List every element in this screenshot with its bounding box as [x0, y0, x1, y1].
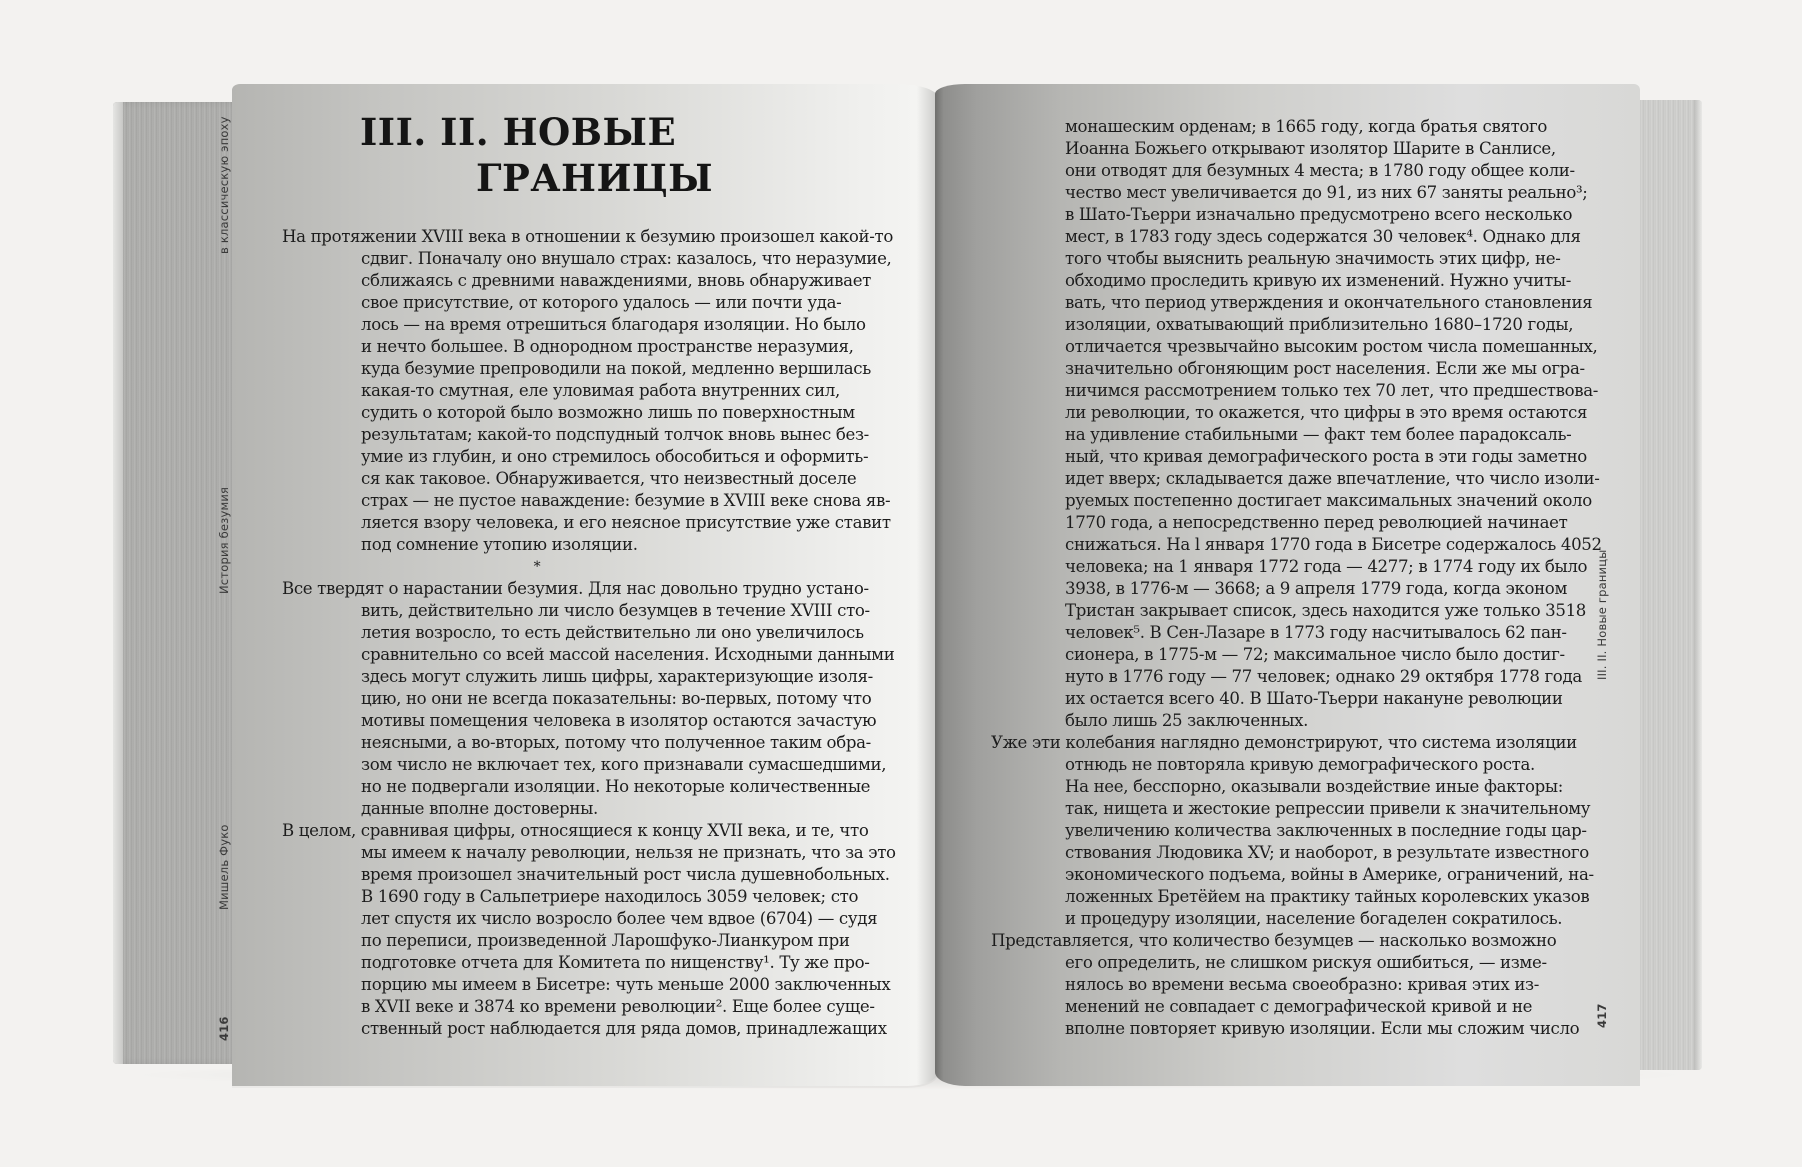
text-line: Все твердят о нарастании безумия. Для нас довольно трудно устано-	[282, 579, 869, 598]
text-line: руемых постепенно достигает максимальных значений около	[1065, 491, 1592, 510]
text-line: лет спустя их число возросло более чем вдвое (6704) — судя	[361, 909, 878, 928]
text-line: и процедуру изоляции, население богаделен сократилось.	[1065, 909, 1563, 928]
text-line: зом число не включает тех, кого признавали сумасшедшими,	[361, 755, 887, 774]
text-line: свое присутствие, от которого удалось — или почти уда-	[361, 293, 842, 312]
text-line: сближаясь с древними наваждениями, вновь обнаруживает	[361, 271, 872, 290]
text-line: В целом, сравнивая цифры, относящиеся к концу XVII века, и те, что	[282, 821, 869, 840]
text-line: Иоанна Божьего открывают изолятор Шарите в Санлисе,	[1065, 139, 1556, 158]
running-head-book-title: История безумия	[217, 486, 231, 594]
section-separator: *	[533, 559, 541, 575]
text-line: нуто в 1776 году — 77 человек; однако 29 октября 1778 года	[1065, 667, 1582, 686]
text-line: отнюдь не повторяла кривую демографического роста.	[1065, 755, 1535, 774]
right-page-edges	[1630, 100, 1702, 1070]
text-line: данные вполне достоверны.	[361, 799, 598, 818]
text-line: умие из глубин, и оно стремилось обособиться и оформить-	[361, 447, 869, 466]
text-line: На протяжении XVIII века в отношении к безумию произошел какой-то	[282, 227, 893, 246]
text-line: здесь могут служить лишь цифры, характеризующие изоля-	[361, 667, 873, 686]
text-line: вать, что период утверждения и окончательного становления	[1065, 293, 1593, 312]
text-line: результатам; какой-то подспудный толчок вновь вынес без-	[361, 425, 869, 444]
text-line: чество мест увеличивается до 91, из них 67 заняты реально³;	[1065, 183, 1588, 202]
text-line: изоляции, охватывающий приблизительно 1680–1720 годы,	[1065, 315, 1574, 334]
text-line: лось — на время отрешиться благодаря изоляции. Но было	[361, 315, 866, 334]
text-line: 1770 года, а непосредственно перед революцией начинает	[1065, 513, 1568, 532]
text-line: того чтобы выяснить реальную значимость этих цифр, не-	[1065, 249, 1561, 268]
text-line: отличается чрезвычайно высоким ростом числа помешанных,	[1065, 337, 1598, 356]
left-page	[217, 84, 938, 1086]
text-line: В 1690 году в Сальпетриере находилось 3059 человек; сто	[361, 887, 859, 906]
paragraph	[282, 578, 896, 820]
text-line: менений не совпадает с демографической кривой и не	[1065, 997, 1533, 1016]
paragraph	[935, 116, 1640, 732]
text-line: ся как таковое. Обнаруживается, что неизвестный доселе	[361, 469, 857, 488]
text-line: монашеским орденам; в 1665 году, когда братья святого	[1065, 117, 1548, 136]
text-line: сионера, в 1775-м — 72; максимальное число было достиг-	[1065, 645, 1565, 664]
text-line: ли революции, то окажется, что цифры в это время остаются	[1065, 403, 1588, 422]
text-line: по переписи, произведенной Ларошфуко-Лианкуром при	[361, 931, 850, 950]
text-line: человека; на 1 января 1772 года — 4277; в 1774 году их было	[1065, 557, 1588, 576]
text-line: мы имеем к началу революции, нельзя не признать, что за это	[361, 843, 896, 862]
text-line: ложенных Бретёйем на практику тайных королевских указов	[1065, 887, 1590, 906]
running-head-subtitle: в классическую эпоху	[217, 116, 231, 254]
text-line: цию, но они не всегда показательны: во-первых, потому что	[361, 689, 872, 708]
chapter-title-line-1: III. II. НОВЫЕ	[360, 110, 677, 154]
page-number-left: 416	[217, 1016, 231, 1041]
text-line: на удивление стабильными — факт тем более парадоксаль-	[1065, 425, 1572, 444]
text-line: судить о которой было возможно лишь по поверхностным	[361, 403, 855, 422]
text-line: они отводят для безумных 4 места; в 1780 году общее коли-	[1065, 161, 1575, 180]
running-head-chapter: III. II. Новые границы	[1595, 549, 1609, 680]
text-line: ляется взору человека, и его неясное присутствие уже ставит	[361, 513, 891, 532]
text-line: снижаться. На l января 1770 года в Бисетре содержалось 4052	[1065, 535, 1602, 554]
text-line: ный, что кривая демографического роста в эти годы заметно	[1065, 447, 1587, 466]
text-line: и нечто большее. В однородном пространстве неразумия,	[361, 337, 854, 356]
text-line: но не подвергали изоляции. Но некоторые количественные	[361, 777, 871, 796]
text-line: Представляется, что количество безумцев — насколько возможно	[991, 931, 1557, 950]
chapter-title	[360, 109, 713, 201]
text-line: мест, в 1783 году здесь содержатся 30 человек⁴. Однако для	[1065, 227, 1581, 246]
text-line: летия возросло, то есть действительно ли оно увеличилось	[361, 623, 864, 642]
paragraph	[282, 226, 896, 556]
text-line: вполне повторяет кривую изоляции. Если мы сложим число	[1065, 1019, 1580, 1038]
paragraph	[935, 930, 1640, 1040]
text-line: 3938, в 1776-м — 3668; а 9 апреля 1779 года, когда эконом	[1065, 579, 1568, 598]
text-line: под сомнение утопию изоляции.	[361, 535, 638, 554]
text-line: страх — не пустое наваждение: безумие в XVIII веке снова яв-	[361, 491, 891, 510]
chapter-title-line-2: ГРАНИЦЫ	[476, 156, 714, 200]
paragraph	[935, 732, 1640, 930]
text-line: идет вверх; складывается даже впечатление, что число изоли-	[1065, 469, 1600, 488]
text-line: было лишь 25 заключенных.	[1065, 711, 1309, 730]
text-line: его определить, не слишком рискуя ошибиться, — изме-	[1065, 953, 1547, 972]
text-line: экономического подъема, войны в Америке, ограничений, на-	[1065, 865, 1594, 884]
text-line: время произошел значительный рост числа душевнобольных.	[361, 865, 890, 884]
text-line: сдвиг. Поначалу оно внушало страх: казалось, что неразумие,	[361, 249, 892, 268]
text-line: Тристан закрывает список, здесь находится уже только 3518	[1065, 601, 1586, 620]
text-line: подготовке отчета для Комитета по нищенству¹. Ту же про-	[361, 953, 870, 972]
text-line: мотивы помещения человека в изолятор остаются зачастую	[361, 711, 877, 730]
text-line: их остается всего 40. В Шато-Тьерри накануне революции	[1065, 689, 1563, 708]
running-head-author: Мишель Фуко	[217, 824, 231, 910]
text-line: ничимся рассмотрением только тех 70 лет, что предшествова-	[1065, 381, 1599, 400]
text-line: в Шато-Тьерри изначально предусмотрено всего несколько	[1065, 205, 1573, 224]
text-line: сравнительно со всей массой населения. Исходными данными	[361, 645, 895, 664]
right-page	[935, 84, 1640, 1086]
text-line: человек⁵. В Сен-Лазаре в 1773 году насчитывалось 62 пан-	[1065, 623, 1567, 642]
text-line: обходимо проследить кривую их изменений. Нужно учиты-	[1065, 271, 1571, 290]
text-line: куда безумие препроводили на покой, медленно вершилась	[361, 359, 871, 378]
text-line: какая-то смутная, еле уловимая работа внутренних сил,	[361, 381, 840, 400]
text-line: в XVII веке и 3874 ко времени революции². Еще более суще-	[361, 997, 875, 1016]
text-line: ствования Людовика XV; и наоборот, в результате известного	[1065, 843, 1589, 862]
page-number-right: 417	[1595, 1003, 1609, 1028]
right-body-text	[935, 116, 1640, 1040]
text-line: значительно обгоняющим рост населения. Если же мы огра-	[1065, 359, 1585, 378]
text-line: увеличению количества заключенных в последние годы цар-	[1065, 821, 1587, 840]
text-line: неясными, а во-вторых, потому что полученное таким обра-	[361, 733, 871, 752]
text-line: так, нищета и жестокие репрессии привели к значительному	[1065, 799, 1591, 818]
left-body-text	[282, 226, 896, 1040]
text-line: На нее, бесспорно, оказывали воздействие иные факторы:	[1065, 777, 1563, 796]
text-line: ственный рост наблюдается для ряда домов, принадлежащих	[361, 1019, 887, 1038]
text-line: Уже эти колебания наглядно демонстрируют, что система изоляции	[991, 733, 1577, 752]
text-line: нялось во времени весьма своеобразно: кривая этих из-	[1065, 975, 1540, 994]
paragraph	[282, 820, 896, 1040]
text-line: порцию мы имеем в Бисетре: чуть меньше 2000 заключенных	[361, 975, 891, 994]
text-line: вить, действительно ли число безумцев в течение XVIII сто-	[361, 601, 870, 620]
